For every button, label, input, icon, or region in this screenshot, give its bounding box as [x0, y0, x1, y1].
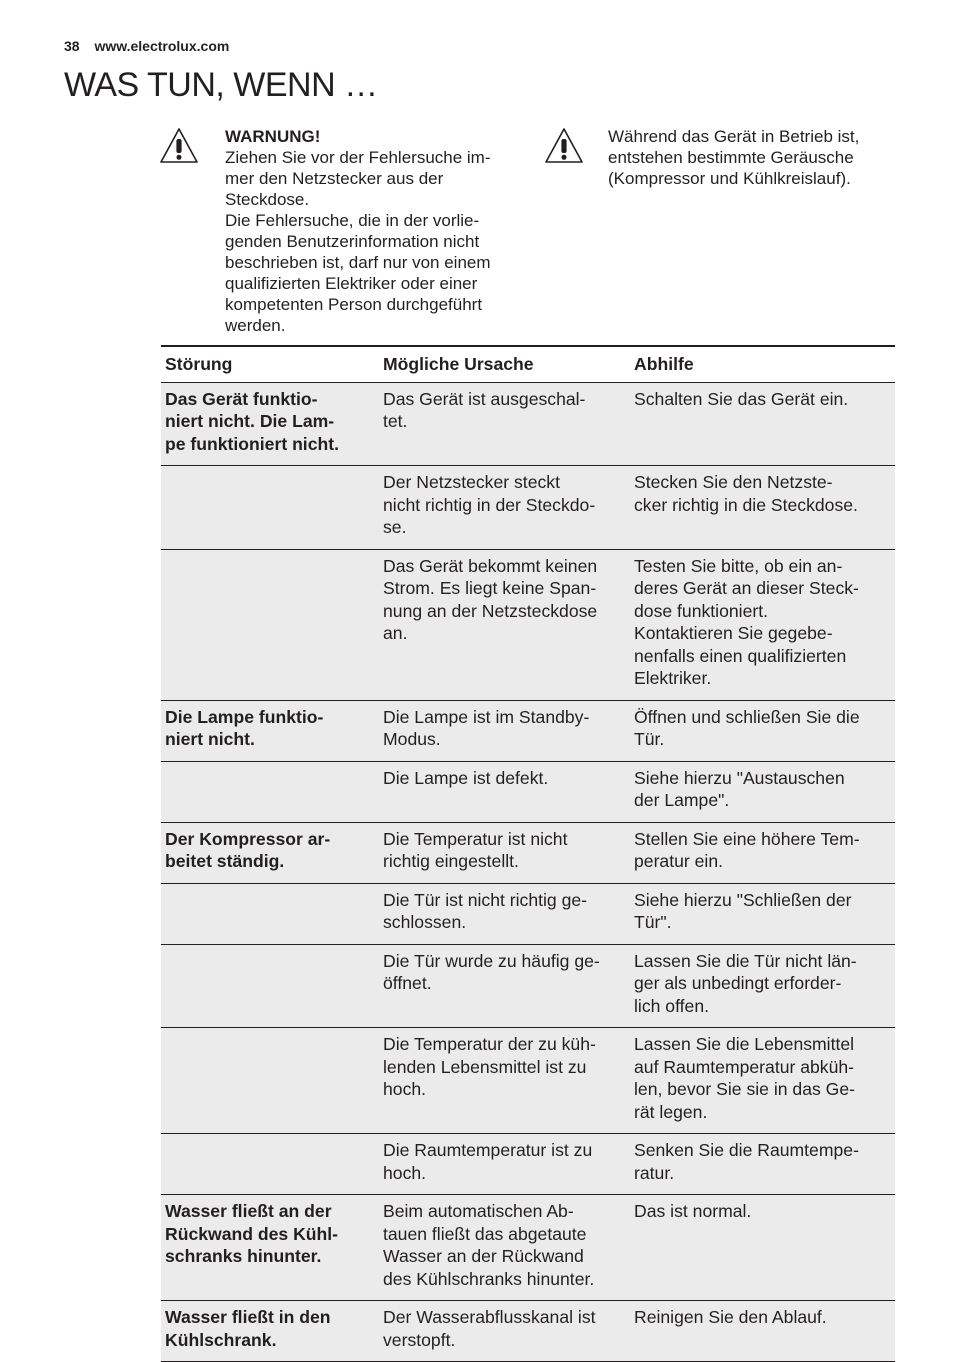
text-line: Siehe hierzu "Austauschen	[634, 767, 845, 788]
text-line: schlossen.	[383, 912, 467, 932]
remedy-cell	[632, 1134, 895, 1195]
text-line: Während das Gerät in Betrieb ist,	[608, 127, 860, 146]
text-line: Strom. Es liegt keine Span-	[383, 578, 597, 598]
symptom-cell	[161, 466, 379, 550]
remedy-cell	[632, 466, 895, 550]
text-line: Rückwand des Kühl-	[165, 1223, 339, 1244]
text-line: Stecken Sie den Netzste-	[634, 472, 833, 492]
text-line: Die Fehlersuche, die in der vorlie-	[225, 211, 480, 230]
text-line: hoch.	[383, 1079, 427, 1099]
warning-left-body	[225, 147, 525, 336]
text-line: cker richtig in die Steckdose.	[634, 494, 858, 515]
text-line: Testen Sie bitte, ob ein an-	[634, 555, 843, 576]
text-line: Siehe hierzu "Schließen der	[634, 889, 852, 910]
warning-right-text	[608, 126, 898, 189]
remedy-cell	[632, 1195, 895, 1301]
cause-cell	[379, 1028, 632, 1134]
text-line: Öffnen und schließen Sie die	[634, 706, 860, 727]
remedy-cell	[632, 761, 895, 822]
text-line: werden.	[225, 316, 286, 335]
text-line: entstehen bestimmte Geräusche	[608, 148, 854, 167]
text-line: hoch.	[383, 1162, 427, 1183]
text-line: ger als unbedingt erforder-	[634, 973, 842, 993]
column-header-symptom: Störung	[161, 346, 379, 382]
remedy-cell	[632, 549, 895, 700]
text-line: lenden Lebensmittel ist zu	[383, 1056, 587, 1077]
text-line: pe funktioniert nicht.	[165, 433, 339, 454]
text-line: Das ist normal.	[634, 1201, 752, 1221]
warning-heading: WARNUNG!	[225, 127, 321, 146]
page-header	[64, 38, 229, 54]
page-title: WAS TUN, WENN …	[64, 66, 378, 104]
text-line: se.	[383, 517, 407, 537]
text-line: Der Kompressor ar-	[165, 828, 331, 849]
text-line: Ziehen Sie vor der Fehlersuche im-	[225, 148, 491, 167]
text-line: Senken Sie die Raumtempe-	[634, 1140, 859, 1160]
text-line: Die Lampe ist im Standby-	[383, 706, 590, 727]
table-row	[161, 382, 895, 466]
text-line: tet.	[383, 411, 408, 431]
symptom-cell	[161, 1195, 379, 1301]
text-line: schranks hinunter.	[165, 1246, 322, 1266]
table-row	[161, 1195, 895, 1301]
text-line: Kühlschrank.	[165, 1329, 277, 1350]
symptom-cell	[161, 1301, 379, 1362]
text-line: Die Lampe ist defekt.	[383, 767, 549, 788]
cause-cell	[379, 883, 632, 944]
symptom-cell	[161, 761, 379, 822]
text-line: Die Temperatur der zu küh-	[383, 1034, 596, 1054]
text-line: Das Gerät funktio-	[165, 388, 318, 409]
column-header-cause: Mögliche Ursache	[379, 346, 632, 382]
text-line: der Lampe".	[634, 790, 730, 810]
text-line: rät legen.	[634, 1101, 708, 1122]
text-line: Stellen Sie eine höhere Tem-	[634, 828, 860, 849]
symptom-cell	[161, 1028, 379, 1134]
text-line: Das Gerät ist ausgeschal-	[383, 388, 586, 409]
text-line: an.	[383, 623, 408, 643]
text-line: auf Raumtemperatur abküh-	[634, 1056, 855, 1077]
text-line: Die Raumtemperatur ist zu	[383, 1140, 593, 1160]
remedy-cell	[632, 1028, 895, 1134]
warning-triangle-icon	[544, 127, 584, 164]
troubleshooting-table	[161, 345, 895, 1362]
text-line: Beim automatischen Ab-	[383, 1201, 574, 1221]
text-line: des Kühlschranks hinunter.	[383, 1268, 595, 1289]
text-line: nicht richtig in der Steckdo-	[383, 494, 596, 515]
website-url: www.electrolux.com	[94, 38, 230, 54]
text-line: Die Temperatur ist nicht	[383, 828, 568, 849]
cause-cell	[379, 1134, 632, 1195]
text-line: Das Gerät bekommt keinen	[383, 555, 598, 576]
symptom-cell	[161, 700, 379, 761]
column-header-remedy: Abhilfe	[632, 346, 895, 382]
text-line: Die Tür wurde zu häufig ge-	[383, 950, 600, 971]
symptom-cell	[161, 549, 379, 700]
text-line: nenfalls einen qualifizierten	[634, 645, 847, 666]
table-row	[161, 822, 895, 883]
text-line: lich offen.	[634, 995, 709, 1016]
page-number: 38	[64, 38, 80, 54]
cause-cell	[379, 1195, 632, 1301]
text-line: Wasser fließt in den	[165, 1307, 331, 1327]
text-line: Der Netzstecker steckt	[383, 472, 560, 492]
text-line: beschrieben ist, darf nur von einem	[225, 253, 491, 272]
text-line: Steckdose.	[225, 190, 310, 209]
text-line: peratur ein.	[634, 851, 723, 871]
remedy-cell	[632, 382, 895, 466]
table-row	[161, 944, 895, 1028]
symptom-cell	[161, 944, 379, 1028]
text-line: Wasser an der Rückwand	[383, 1246, 584, 1266]
text-line: mer den Netzstecker aus der	[225, 169, 444, 188]
text-line: genden Benutzerinformation nicht	[225, 232, 480, 251]
table-row	[161, 700, 895, 761]
table-row	[161, 1134, 895, 1195]
text-line: Lassen Sie die Lebensmittel	[634, 1034, 855, 1054]
table-header-row	[161, 346, 895, 382]
text-line: Der Wasserabflusskanal ist	[383, 1307, 596, 1327]
text-line: Die Lampe funktio-	[165, 706, 324, 727]
text-line: beitet ständig.	[165, 851, 285, 871]
text-line: ratur.	[634, 1162, 675, 1183]
text-line: Lassen Sie die Tür nicht län-	[634, 950, 857, 971]
text-line: richtig eingestellt.	[383, 851, 519, 871]
warning-triangle-icon	[159, 127, 199, 164]
text-line: tauen fließt das abgetaute	[383, 1223, 587, 1244]
text-line: deres Gerät an dieser Steck-	[634, 578, 859, 598]
symptom-cell	[161, 382, 379, 466]
text-line: Tür".	[634, 912, 672, 932]
text-line: dose funktioniert.	[634, 600, 768, 621]
text-line: öffnet.	[383, 973, 432, 993]
text-line: Kontaktieren Sie gegebe-	[634, 623, 833, 643]
text-line: (Kompressor und Kühlkreislauf).	[608, 169, 851, 188]
text-line: Tür.	[634, 729, 665, 749]
cause-cell	[379, 700, 632, 761]
remedy-cell	[632, 883, 895, 944]
text-line: niert nicht. Die Lam-	[165, 411, 335, 431]
remedy-cell	[632, 700, 895, 761]
text-line: Elektriker.	[634, 668, 712, 688]
cause-cell	[379, 944, 632, 1028]
table-row	[161, 549, 895, 700]
text-line: verstopft.	[383, 1329, 456, 1350]
table-row	[161, 883, 895, 944]
text-line: Die Tür ist nicht richtig ge-	[383, 889, 588, 910]
warning-right-body	[608, 126, 898, 189]
text-line: qualifizierten Elektriker oder einer	[225, 274, 478, 293]
remedy-cell	[632, 822, 895, 883]
text-line: Wasser fließt an der	[165, 1201, 332, 1221]
remedy-cell	[632, 1301, 895, 1362]
text-line: kompetenten Person durchgeführt	[225, 295, 483, 314]
cause-cell	[379, 466, 632, 550]
cause-cell	[379, 1301, 632, 1362]
cause-cell	[379, 761, 632, 822]
text-line: Schalten Sie das Gerät ein.	[634, 388, 849, 409]
table-row	[161, 1301, 895, 1362]
symptom-cell	[161, 1134, 379, 1195]
warning-left-text	[225, 126, 525, 336]
table-row	[161, 466, 895, 550]
cause-cell	[379, 382, 632, 466]
symptom-cell	[161, 883, 379, 944]
text-line: niert nicht.	[165, 729, 255, 749]
table-row	[161, 1028, 895, 1134]
table-row	[161, 761, 895, 822]
cause-cell	[379, 822, 632, 883]
text-line: len, bevor Sie sie in das Ge-	[634, 1079, 856, 1099]
remedy-cell	[632, 944, 895, 1028]
cause-cell	[379, 549, 632, 700]
text-line: Modus.	[383, 729, 441, 749]
symptom-cell	[161, 822, 379, 883]
text-line: Reinigen Sie den Ablauf.	[634, 1307, 827, 1327]
text-line: nung an der Netzsteckdose	[383, 600, 598, 621]
